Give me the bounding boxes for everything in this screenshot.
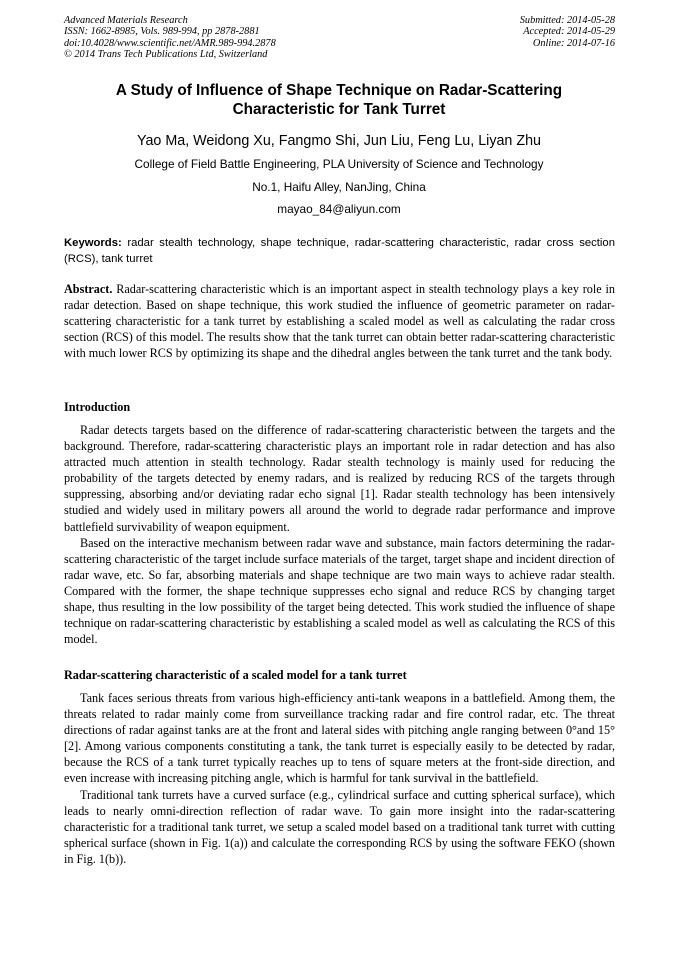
author-email[interactable]: mayao_84@aliyun.com — [277, 202, 401, 216]
section-heading-radar-scattering: Radar-scattering characteristic of a scaled model for a tank turret — [64, 668, 407, 682]
paragraph: Traditional tank turrets have a curved surface (e.g., cylindrical surface and cutting spherical surface), which leads to nearly omni-direction reflection of radar wave. To gain more insight into the radar-scattering characteristic for a traditional tank turret, we setup a scaled model based on a traditional tank turret with cutting spherical surface (shown in Fig. 1(a)) and calculate the corresponding RCS by using the software FEKO (shown in Fig. 1(b)). — [64, 787, 615, 866]
affiliation: College of Field Battle Engineering, PLA University of Science and Technology — [134, 157, 544, 171]
author-list: Yao Ma, Weidong Xu, Fangmo Shi, Jun Liu, Feng Lu, Liyan Zhu — [137, 133, 541, 149]
keywords-text: radar stealth technology, shape technique, radar-scattering characteristic, radar cross section (RCS), tank turret — [64, 237, 615, 265]
doi-line[interactable]: doi:10.4028/www.scientific.net/AMR.989-994.2878 — [64, 37, 276, 49]
paragraph: Tank faces serious threats from various high-efficiency anti-tank weapons in a battlefield. Among them, the threats related to radar mainly come from surveillance tracking radar and fire control radar, etc. The threat directions of radar against tanks are at the front and lateral sides with pitching angle ranging between 0°and 15° [2]. Among various components constituting a tank, the tank turret is especially easily to be detected by radar, because the RCS of a tank turret typically reaches up to tens of square meters at the front-side direction, and even increase with increasing pitching angle, which is harmful for tank survival in the battlefield. — [64, 691, 615, 786]
abstract-block — [64, 281, 615, 361]
journal-name: Advanced Materials Research — [64, 15, 188, 26]
abstract-label: Abstract. — [64, 282, 113, 296]
copyright-line: © 2014 Trans Tech Publications Ltd, Switzerland — [64, 49, 268, 61]
keywords-block — [64, 236, 615, 267]
title-line-1: A Study of Influence of Shape Technique on Radar-Scattering — [115, 82, 563, 99]
accepted-date: Accepted: 2014-05-29 — [523, 26, 615, 38]
introduction-body — [64, 422, 615, 647]
abstract-text: Radar-scattering characteristic which is an important aspect in stealth technology plays a key role in radar detection. Based on shape technique, this work studied the influence of geometric parameter on radar-scattering characteristic for a tank turret by establishing a scaled model as well as calculating the radar cross section (RCS) of this model. The results show that the tank turret can obtain better radar-scattering characteristic with much lower RCS by optimizing its shape and the dihedral angles between the tank turret and the tank body. — [64, 282, 616, 361]
submitted-date: Submitted: 2014-05-28 — [519, 15, 615, 26]
journal-header-right — [520, 15, 615, 49]
paper-title — [60, 81, 618, 119]
radar-scattering-body — [64, 690, 615, 867]
journal-header-left — [64, 15, 276, 61]
issn-line: ISSN: 1662-8985, Vols. 989-994, pp 2878-2881 — [64, 26, 260, 38]
address: No.1, Haifu Alley, NanJing, China — [252, 180, 426, 194]
paragraph: Radar detects targets based on the difference of radar-scattering characteristic between the targets and the background. Therefore, radar-scattering characteristic plays an important role in radar detection and has also attracted much attention in stealth technology. Radar stealth technology is mainly used for reducing the probability of the targets detected by enemy radars, and is realized by reducing RCS of the targets through suppressing, absorbing and/or deviating radar echo signal [1]. Radar stealth technology has been intensively studied and widely used in military powers all around the world to degrade radar performance and improve battlefield survivability of weapon equipment. — [64, 423, 615, 534]
title-line-2: Characteristic for Tank Turret — [232, 101, 446, 118]
online-date: Online: 2014-07-16 — [532, 37, 615, 49]
section-heading-introduction: Introduction — [64, 400, 131, 414]
paragraph: Based on the interactive mechanism between radar wave and substance, main factors determining the radar-scattering characteristic of the target include surface materials of the target, target shape and incident direction of radar wave, etc. So far, absorbing materials and shape technique are two main ways to achieve radar stealth. Compared with the former, the shape technique suppresses echo signal and reduce RCS by changing target shape, thus resulting in the low possibility of the target being detected. This work studied the influence of shape technique on radar-scattering characteristic by establishing a scaled model as well as calculating the RCS of this model. — [64, 535, 615, 647]
keywords-label: Keywords: — [64, 237, 122, 249]
